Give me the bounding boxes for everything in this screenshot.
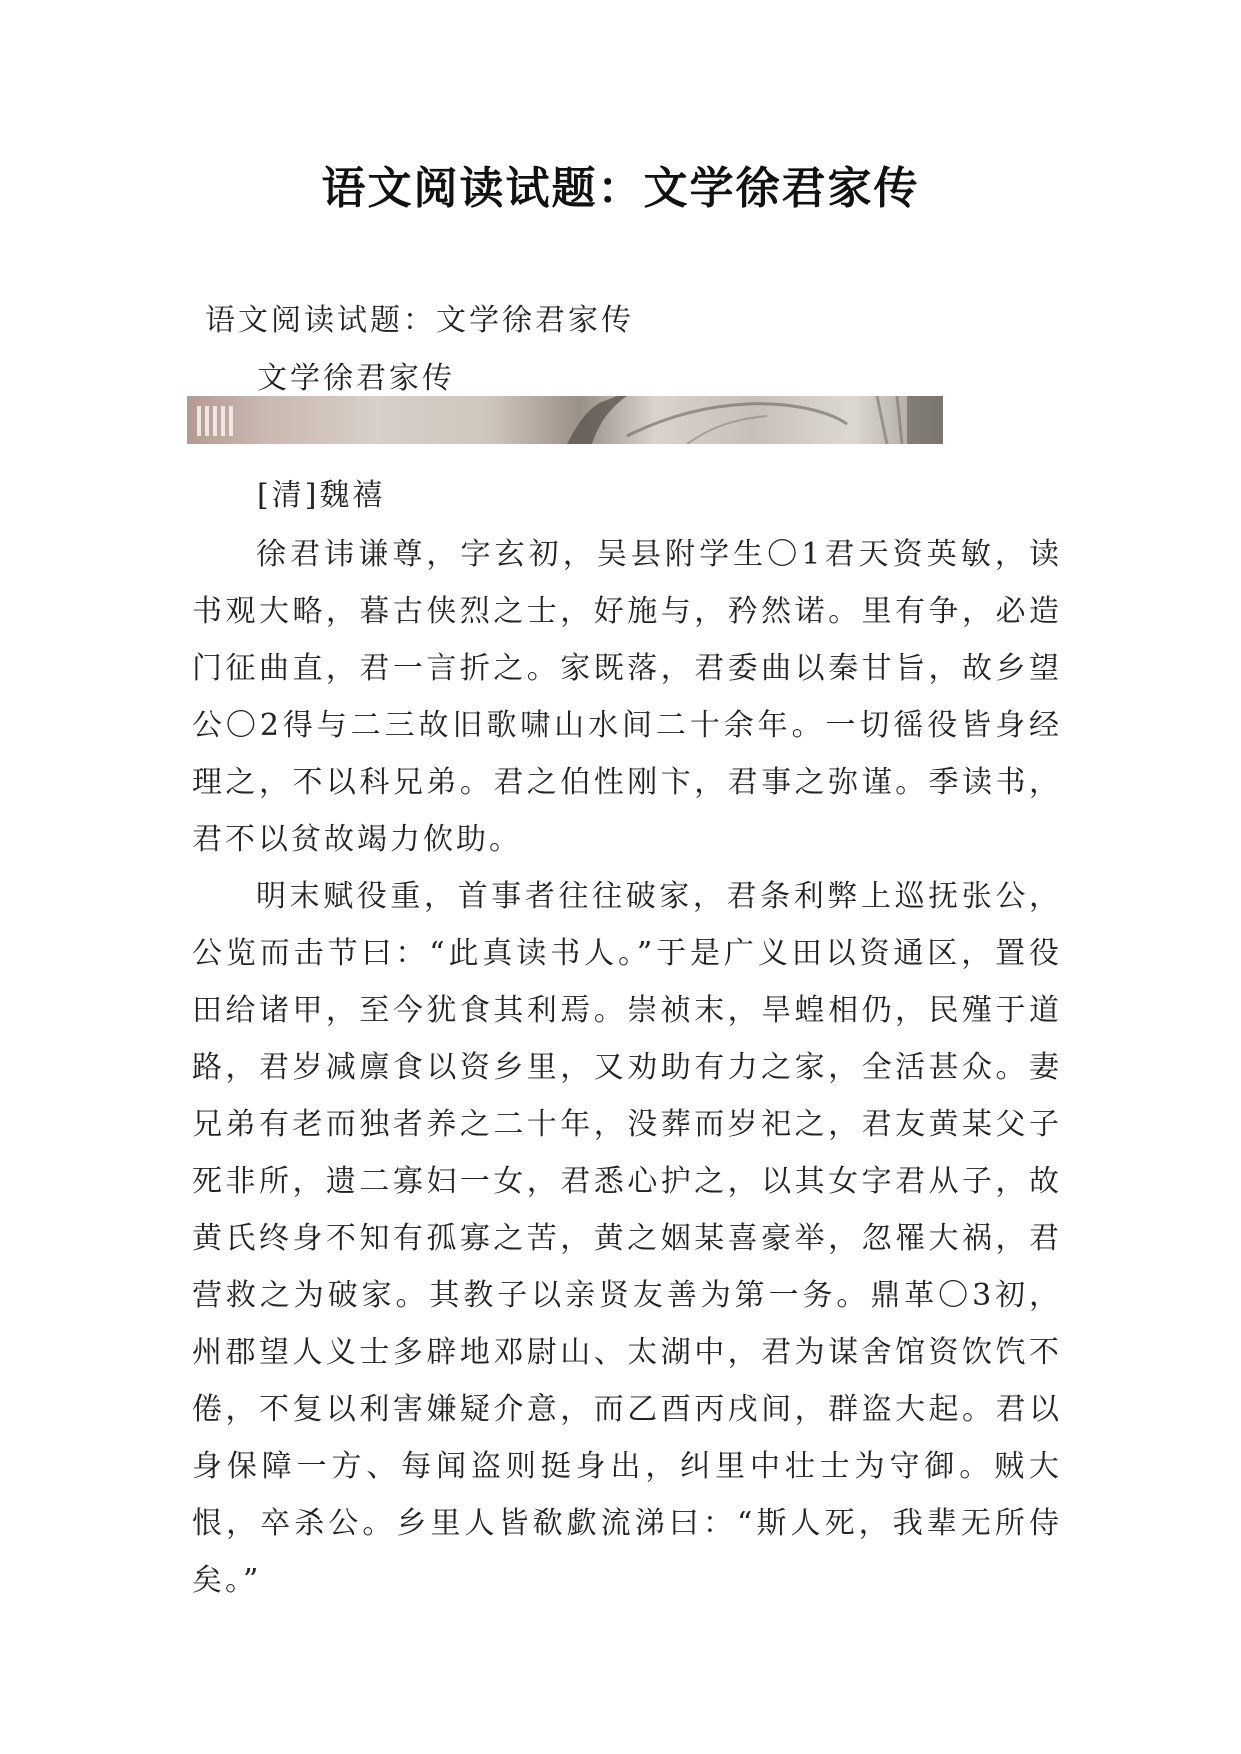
article-title: 文学徐君家传 [257, 361, 455, 396]
page-title: 语文阅读试题：文学徐君家传 [321, 163, 920, 214]
banner-image [187, 396, 943, 444]
paragraph-2: 明末赋役重，首事者往往破家，君条利弊上巡抚张公，公览而击节曰：“此真读书人。”于是广义田以资通区，置役田给诸甲，至今犹食其利焉。崇祯末，旱蝗相仍，民殣于道路，君岁减廪食以资乡里，又劝助有力之家，全活甚众。妻兄弟有老而独者养之二十年，没葬而岁祀之，君友黄某父子死非所，遗二寡妇一女，君悉心护之，以其女字君从子，故黄氏终身不知有孤寡之苦，黄之姻某喜豪举，忽罹大祸，君营救之为破家。其教子以亲贤友善为第一务。鼎革〇3初，州郡望人义士多辟地邓尉山、太湖中，君为谋舍馆资饮饩不倦，不复以利害嫌疑介意，而乙酉丙戌间，群盗大起。君以身保障一方、每闻盗则挺身出，纠里中壮士为守御。贼大恨，卒杀公。乡里人皆欷歔流涕曰：“斯人死，我辈无所侍矣。” [192, 879, 1062, 1598]
subtitle: 语文阅读试题：文学徐君家传 [205, 303, 634, 338]
author: [清]魏禧 [257, 478, 386, 513]
paragraph-1: 徐君讳谦尊，字玄初，吴县附学生〇1君天资英敏，读书观大略，暮古侠烈之士，好施与，矜然诺。里有争，必造门征曲直，君一言折之。家既落，君委曲以秦甘旨，故乡望公〇2得与二三故旧歌啸山水间二十余年。一切徭役皆身经理之，不以科兄弟。君之伯性刚卞，君事之弥谨。季读书，君不以贫故竭力佽助。 [192, 537, 1062, 857]
